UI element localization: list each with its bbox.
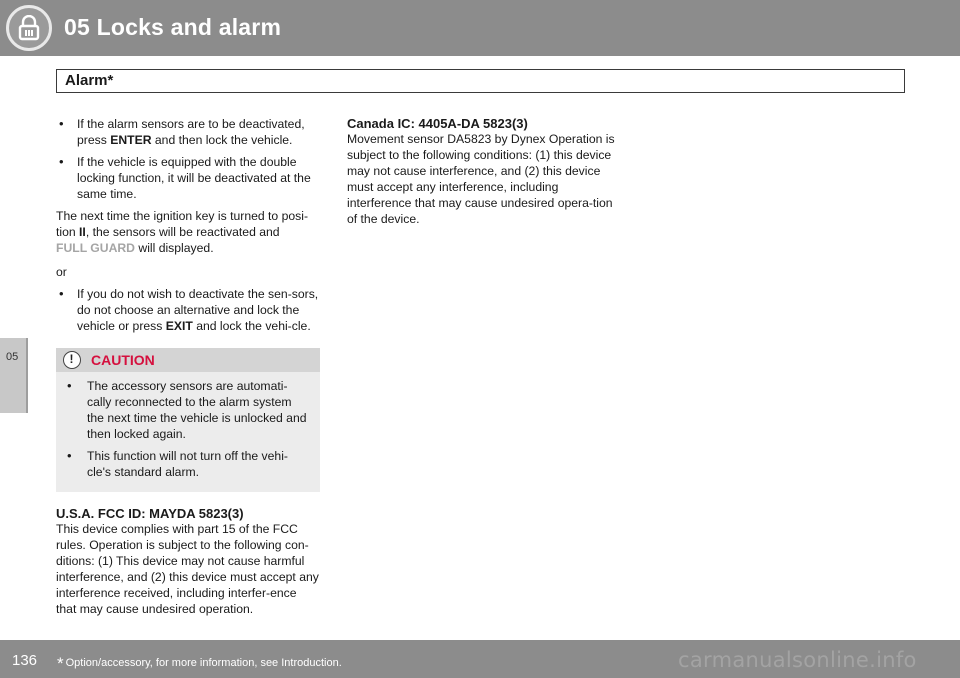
lock-icon (6, 5, 52, 51)
list-item (56, 116, 320, 148)
right-column (347, 116, 617, 227)
list-item (64, 378, 310, 442)
display-message: FULL GUARD (56, 241, 135, 255)
bullet-text: and then lock the vehicle. (151, 133, 293, 147)
page-number: 136 (12, 652, 38, 669)
footnote (57, 654, 342, 674)
para-text: , the sensors will be reactivated and (85, 225, 280, 239)
caution-header (56, 348, 320, 372)
button-name-enter: ENTER (110, 133, 152, 147)
footnote-text: Option/accessory, for more information, see Introduction. (65, 657, 342, 669)
bullet-text: This function will not turn off the vehi-cle's standard alarm. (87, 449, 288, 479)
bullet-text: The accessory sensors are automati-cally reconnected to the alarm system the next time the vehicle is unlocked and then locked again. (87, 379, 307, 441)
left-column (56, 116, 320, 617)
caution-title: CAUTION (91, 352, 155, 368)
footnote-star: * (57, 654, 64, 673)
para-text: The next time the ignition key is turned to posi-tion (56, 209, 309, 239)
watermark: carmanualsonline.info (678, 648, 917, 672)
caution-box (56, 348, 320, 492)
chapter-side-tab (0, 338, 28, 413)
fcc-heading: U.S.A. FCC ID: MAYDA 5823(3) (56, 506, 244, 521)
canada-heading: Canada IC: 4405A-DA 5823(3) (347, 116, 528, 131)
exclamation-icon (63, 351, 81, 369)
bullet-text: If the alarm sensors are to be deactivated, press (77, 117, 305, 147)
list-item (56, 286, 320, 334)
side-tab-label: 05 (6, 351, 19, 363)
list-item (56, 154, 320, 202)
canada-body: Movement sensor DA5823 by Dynex Operation is subject to the following conditions: (1) this device may not cause interference, and (2) this device must accept any interference, including interference that may cause undesired opera-tion of the device. (347, 132, 615, 226)
button-name-exit: EXIT (165, 319, 193, 333)
paragraph (56, 208, 320, 256)
header-band (0, 0, 960, 56)
list-item (64, 448, 310, 480)
chapter-title: 05 Locks and alarm (64, 14, 282, 40)
para-text: will displayed. (135, 241, 214, 255)
fcc-body: This device complies with part 15 of the FCC rules. Operation is subject to the following con-ditions: (1) This device may not cause harmful interference, and (2) this device must accept any interference received, including interfer-ence that may cause undesired operation. (56, 522, 319, 616)
bullet-text: If the vehicle is equipped with the double locking function, it will be deactivated at the same time. (77, 155, 311, 201)
bullet-text: If you do not wish to deactivate the sen-sors, do not choose an alternative and lock the vehicle or press (77, 287, 319, 333)
or-text: or (56, 265, 67, 279)
section-title: Alarm* (65, 72, 114, 89)
ignition-position: II (79, 225, 86, 239)
bullet-text: and lock the vehi-cle. (192, 319, 311, 333)
caution-body (56, 372, 320, 480)
section-header (56, 69, 905, 93)
